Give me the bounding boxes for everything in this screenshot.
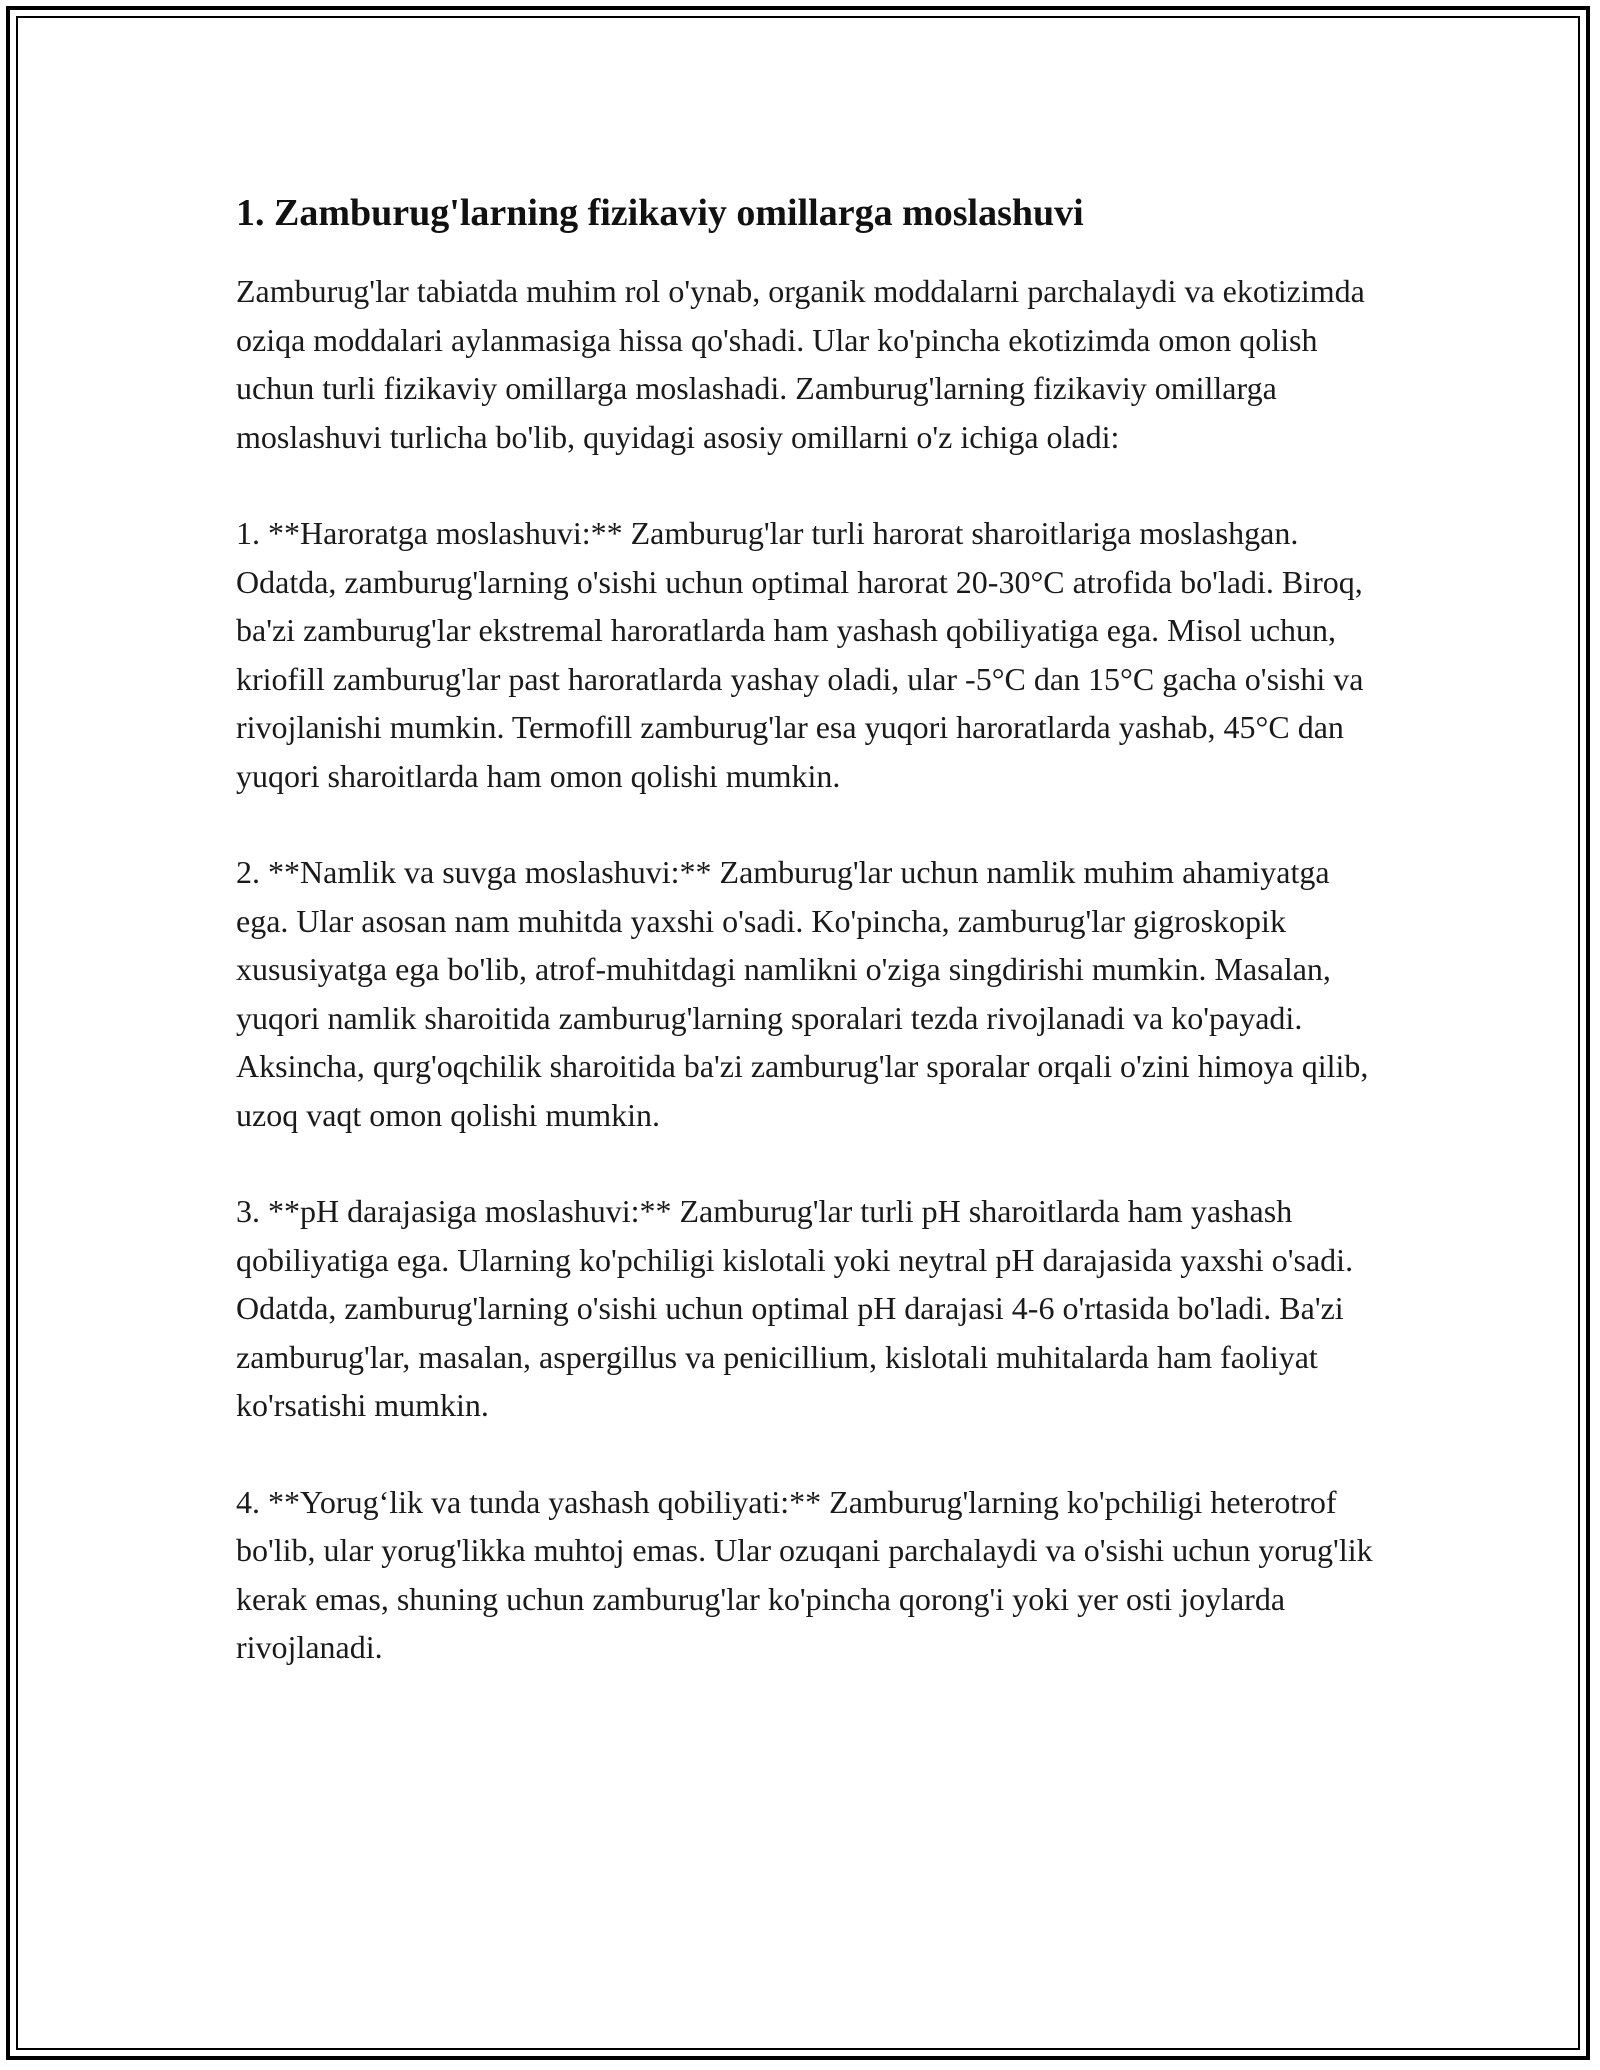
section-ph: 3. **pH darajasiga moslashuvi:** Zamburug'lar turli pH sharoitlarda ham yashash qobiliyatiga ega. Ularning ko'pchiligi kislotali yoki neytral pH darajasida yaxshi o'sadi. Odatda, zamburug'larning o'sishi uchun optimal pH darajasi 4-6 o'rtasida bo'ladi. Ba'zi zamburug'lar, masalan, aspergillus va penicillium, kislotali muhitalarda ham faoliyat ko'rsatishi mumkin. [236, 1193, 1354, 1423]
section-temperature: 1. **Haroratga moslashuvi:** Zamburug'lar turli harorat sharoitlariga moslashgan. Odatda, zamburug'larning o'sishi uchun optimal harorat 20-30°C atrofida bo'ladi. Biroq, ba'zi zamburug'lar ekstremal haroratlarda ham yashash qobiliyatiga ega. Misol uchun, kriofill zamburug'lar past haroratlarda yashay oladi, ular -5°C dan 15°C gacha o'sishi va rivojlanishi mumkin. Termofill zamburug'lar esa yuqori haroratlarda yashab, 45°C dan yuqori sharoitlarda ham omon qolishi mumkin. [236, 515, 1364, 794]
intro-paragraph: Zamburug'lar tabiatda muhim rol o'ynab, organik moddalarni parchalaydi va ekotizimda oziqa moddalari aylanmasiga hissa qo'shadi. Ular ko'pincha ekotizimda omon qolish uchun turli fizikaviy omillarga moslashadi. Zamburug'larning fizikaviy omillarga moslashuvi turlicha bo'lib, quyidagi asosiy omillarni o'z ichiga oladi: [236, 273, 1365, 455]
section-moisture: 2. **Namlik va suvga moslashuvi:** Zamburug'lar uchun namlik muhim ahamiyatga ega. Ular asosan nam muhitda yaxshi o'sadi. Ko'pincha, zamburug'lar gigroskopik xususiyatga ega bo'lib, atrof-muhitdagi namlikni o'ziga singdirishi mumkin. Masalan, yuqori namlik sharoitida zamburug'larning sporalari tezda rivojlanadi va ko'payadi. Aksincha, qurg'oqchilik sharoitida ba'zi zamburug'lar sporalar orqali o'zini himoya qilib, uzoq vaqt omon qolishi mumkin. [236, 854, 1369, 1133]
document-title: 1. Zamburug'larning fizikaviy omillarga moslashuvi [236, 192, 1084, 234]
document-body [236, 185, 1376, 1720]
section-light: 4. **Yorug‘lik va tunda yashash qobiliyati:** Zamburug'larning ko'pchiligi heterotrof bo'lib, ular yorug'likka muhtoj emas. Ular ozuqani parchalaydi va o'sishi uchun yorug'lik kerak emas, shuning uchun zamburug'lar ko'pincha qorong'i yoki yer osti joylarda rivojlanadi. [236, 1483, 1373, 1665]
